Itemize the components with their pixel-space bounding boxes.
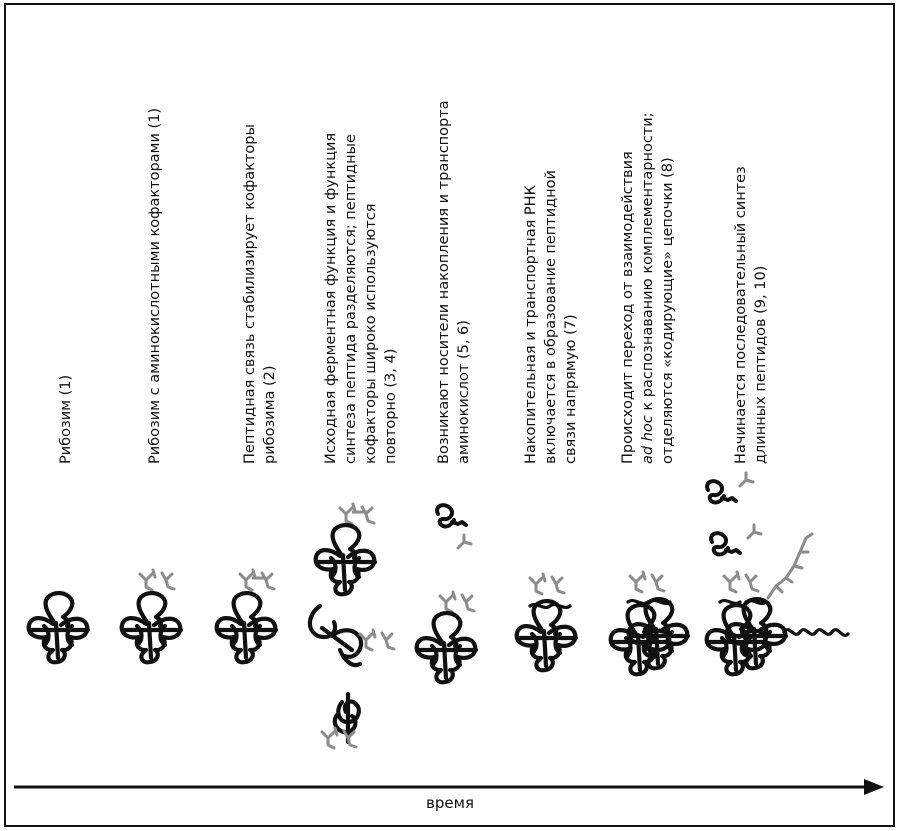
caption-line: Накопительная и транспортная РНК xyxy=(523,185,539,464)
caption-line: Рибозим (1) xyxy=(58,374,74,464)
ad-hoc-term: ad hoc xyxy=(640,415,656,464)
caption-line: Исходная ферментная функция и функция xyxy=(323,132,339,464)
caption-line: рибозима (2) xyxy=(262,365,278,464)
caption-line: кофакторы широко используются xyxy=(363,203,379,464)
stage-6-figure xyxy=(517,574,576,670)
caption-line: включается в образование пептидной xyxy=(543,170,559,464)
caption-line: отделяются «кодирующие» цепочки (8) xyxy=(660,157,676,464)
stage-8-figure xyxy=(707,473,848,674)
time-axis-arrow xyxy=(14,779,884,795)
caption-line: связи напрямую (7) xyxy=(563,314,579,464)
stage-1-figure xyxy=(29,593,88,662)
caption-line: аминокислот (5, 6) xyxy=(456,320,472,464)
caption-line: Начинается последовательный синтез xyxy=(733,166,749,464)
stage-7-figure xyxy=(611,572,688,674)
caption-line: повторно (3, 4) xyxy=(383,348,399,464)
caption-line: Возникают носители накопления и транспорта xyxy=(436,100,452,464)
stage-4-figure xyxy=(310,504,394,748)
caption-line: Рибозим с аминокислотными кофакторами (1) xyxy=(147,107,163,464)
stage-2-figure xyxy=(122,570,181,662)
caption-line: Происходит переход от взаимодействия xyxy=(620,151,636,464)
caption-line: ad hoc к распознаванию комплементарности; xyxy=(640,112,656,464)
caption-line: Пептидная связь стабилизирует кофакторы xyxy=(242,124,258,464)
stage-5-figure xyxy=(417,505,476,682)
caption-line: длинных пептидов (9, 10) xyxy=(753,265,769,464)
caption-line: синтеза пептида разделяются; пептидные xyxy=(343,134,359,464)
time-axis-label: время xyxy=(426,794,474,812)
stage-3-figure xyxy=(217,570,276,662)
